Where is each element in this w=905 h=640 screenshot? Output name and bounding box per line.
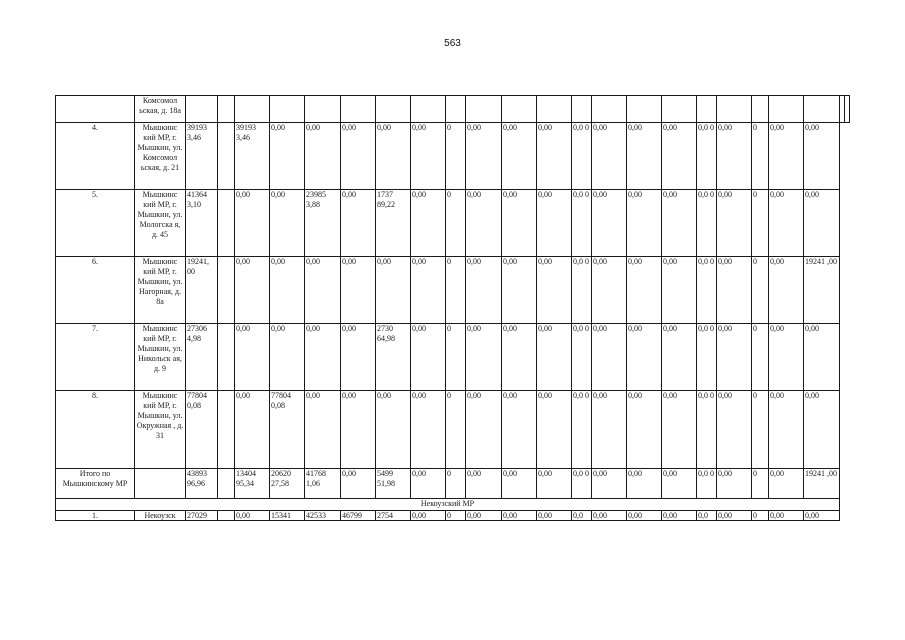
value-cell: 41768 1,06 — [305, 469, 341, 499]
value-cell: 0,0 0 — [572, 469, 592, 499]
value-cell: 0 — [446, 123, 466, 190]
value-cell: 0,00 — [235, 511, 270, 521]
row-number-cell: 6. — [56, 257, 135, 324]
value-cell — [537, 96, 572, 123]
value-cell: 0,00 — [592, 190, 627, 257]
address-cell: Некоузск — [135, 511, 186, 521]
value-cell: 0,00 — [717, 190, 752, 257]
value-cell — [218, 511, 235, 521]
address-cell: Мышкинс кий МР, г. Мышкин, ул. Нагорная, д. 8а — [135, 257, 186, 324]
value-cell: 0,0 0 — [697, 257, 717, 324]
value-cell — [218, 391, 235, 469]
value-cell — [769, 96, 804, 123]
value-cell: 0 — [446, 257, 466, 324]
value-cell: 0,00 — [662, 324, 697, 391]
value-cell: 0,00 — [305, 123, 341, 190]
value-cell: 0,0 — [572, 511, 592, 521]
value-cell — [218, 123, 235, 190]
value-cell: 0,0 0 — [572, 391, 592, 469]
value-cell — [804, 96, 840, 123]
value-cell: 0,00 — [466, 257, 502, 324]
region-title: Некоузский МР — [56, 499, 840, 511]
value-cell: 0,00 — [627, 511, 662, 521]
row-number-cell: 1. — [56, 511, 135, 521]
value-cell — [341, 96, 376, 123]
value-cell: 0,00 — [411, 469, 446, 499]
value-cell: 0,00 — [376, 123, 411, 190]
value-cell: 0,0 0 — [572, 123, 592, 190]
value-cell: 0,00 — [769, 190, 804, 257]
value-cell: 0,00 — [717, 324, 752, 391]
address-cell: Мышкинс кий МР, г. Мышкин, ул. Мологска я, д. 45 — [135, 190, 186, 257]
value-cell: 0,00 — [769, 324, 804, 391]
value-cell: 0,00 — [270, 190, 305, 257]
value-cell: 0,00 — [341, 123, 376, 190]
value-cell: 0,00 — [466, 511, 502, 521]
value-cell: 0,00 — [769, 469, 804, 499]
value-cell: 0,00 — [235, 324, 270, 391]
value-cell: 0,00 — [502, 391, 537, 469]
row-number-cell — [56, 96, 135, 123]
value-cell: 0,00 — [804, 511, 840, 521]
value-cell: 0,00 — [411, 123, 446, 190]
value-cell: 0,00 — [341, 391, 376, 469]
value-cell: 0 — [752, 257, 769, 324]
value-cell: 0,00 — [717, 391, 752, 469]
value-cell: 0,00 — [592, 511, 627, 521]
value-cell — [218, 257, 235, 324]
value-cell — [627, 96, 662, 123]
table-row — [56, 257, 850, 324]
value-cell: 0,0 — [697, 511, 717, 521]
row-number-cell: 4. — [56, 123, 135, 190]
value-cell: 43893 96,96 — [186, 469, 218, 499]
value-cell: 0,00 — [341, 257, 376, 324]
value-cell: 0,00 — [466, 391, 502, 469]
value-cell: 2730 64,98 — [376, 324, 411, 391]
value-cell: 19241, 00 — [186, 257, 218, 324]
value-cell: 1737 89,22 — [376, 190, 411, 257]
value-cell — [446, 96, 466, 123]
value-cell: 0,00 — [769, 123, 804, 190]
value-cell: 0,00 — [769, 391, 804, 469]
value-cell: 0,00 — [502, 190, 537, 257]
value-cell — [270, 96, 305, 123]
value-cell: 77804 0,08 — [270, 391, 305, 469]
value-cell: 0,00 — [537, 511, 572, 521]
value-cell: 0 — [446, 469, 466, 499]
value-cell: 0,00 — [466, 469, 502, 499]
value-cell: 0,00 — [537, 324, 572, 391]
value-cell: 0,00 — [537, 391, 572, 469]
value-cell — [411, 96, 446, 123]
value-cell: 0,00 — [662, 391, 697, 469]
value-cell: 0,0 0 — [572, 324, 592, 391]
value-cell: 0,00 — [341, 469, 376, 499]
value-cell: 0,00 — [270, 324, 305, 391]
value-cell: 0,00 — [537, 123, 572, 190]
value-cell: 13404 95,34 — [235, 469, 270, 499]
value-cell: 0 — [752, 190, 769, 257]
value-cell: 0,00 — [592, 123, 627, 190]
value-cell: 19241 ,00 — [804, 469, 840, 499]
value-cell: 2754 — [376, 511, 411, 521]
value-cell: 0,0 0 — [572, 257, 592, 324]
value-cell: 0,0 0 — [697, 469, 717, 499]
address-cell: Мышкинс кий МР, г. Мышкин, ул. Окружная , д. 31 — [135, 391, 186, 469]
value-cell — [218, 190, 235, 257]
value-cell — [572, 96, 592, 123]
value-cell: 0,00 — [627, 190, 662, 257]
value-cell: 0,00 — [592, 324, 627, 391]
value-cell: 0,00 — [235, 257, 270, 324]
value-cell — [592, 96, 627, 123]
value-cell: 42533 — [305, 511, 341, 521]
value-cell: 0 — [752, 324, 769, 391]
value-cell: 0,00 — [662, 511, 697, 521]
value-cell: 0,00 — [235, 190, 270, 257]
value-cell: 0,00 — [537, 190, 572, 257]
value-cell: 0,00 — [592, 391, 627, 469]
value-cell: 0,00 — [627, 257, 662, 324]
value-cell: 0 — [752, 391, 769, 469]
value-cell: 0,00 — [804, 123, 840, 190]
value-cell: 0,00 — [804, 324, 840, 391]
value-cell: 27306 4,98 — [186, 324, 218, 391]
value-cell: 0,00 — [502, 511, 537, 521]
value-cell: 0,00 — [769, 257, 804, 324]
value-cell: 0,00 — [627, 123, 662, 190]
value-cell: 77804 0,08 — [186, 391, 218, 469]
value-cell: 0,00 — [769, 511, 804, 521]
value-cell: 27029 — [186, 511, 218, 521]
value-cell: 0,00 — [466, 123, 502, 190]
page-number: 563 — [444, 38, 461, 49]
table-row — [56, 324, 850, 391]
value-cell: 0,00 — [305, 324, 341, 391]
table-row — [56, 190, 850, 257]
row-number-cell: 5. — [56, 190, 135, 257]
row-number-cell: 7. — [56, 324, 135, 391]
address-cell: Мышкинс кий МР, г. Мышкин, ул. Никольск ая, д. 9 — [135, 324, 186, 391]
value-cell — [218, 96, 235, 123]
value-cell: 0,00 — [270, 257, 305, 324]
value-cell: 0,00 — [804, 391, 840, 469]
value-cell — [752, 96, 769, 123]
value-cell — [186, 96, 218, 123]
address-cell: Комсомол ьская, д. 18а — [135, 96, 186, 123]
table-row — [56, 123, 850, 190]
value-cell: 0,00 — [592, 469, 627, 499]
value-cell: 0,00 — [411, 391, 446, 469]
value-cell: 0,0 0 — [697, 391, 717, 469]
value-cell: 0,00 — [662, 257, 697, 324]
value-cell: 0,0 0 — [697, 190, 717, 257]
table-row — [56, 511, 850, 521]
value-cell: 0,00 — [804, 190, 840, 257]
value-cell: 5499 51,98 — [376, 469, 411, 499]
value-cell: 0,00 — [717, 257, 752, 324]
value-cell: 0,00 — [376, 257, 411, 324]
value-cell: 39193 3,46 — [186, 123, 218, 190]
value-cell — [218, 324, 235, 391]
value-cell: 0,00 — [305, 257, 341, 324]
value-cell — [502, 96, 537, 123]
value-cell: 0 — [446, 391, 466, 469]
value-cell: 0,00 — [717, 469, 752, 499]
value-cell: 0,00 — [376, 391, 411, 469]
value-cell — [697, 96, 717, 123]
value-cell — [717, 96, 752, 123]
row-number-cell: Итого по Мышкинскому МР — [56, 469, 135, 499]
value-cell: 0 — [752, 123, 769, 190]
value-cell: 15341 — [270, 511, 305, 521]
value-cell: 39193 3,46 — [235, 123, 270, 190]
value-cell: 0,00 — [627, 469, 662, 499]
value-cell: 0,0 0 — [572, 190, 592, 257]
value-cell: 0 — [752, 511, 769, 521]
value-cell: 0,00 — [411, 324, 446, 391]
value-cell: 19241 ,00 — [804, 257, 840, 324]
value-cell: 23985 3,88 — [305, 190, 341, 257]
value-cell: 0,00 — [502, 123, 537, 190]
value-cell — [662, 96, 697, 123]
value-cell — [235, 96, 270, 123]
value-cell — [376, 96, 411, 123]
value-cell — [466, 96, 502, 123]
value-cell — [845, 96, 850, 123]
value-cell: 0,00 — [662, 123, 697, 190]
value-cell: 0 — [446, 324, 466, 391]
value-cell: 0,00 — [627, 391, 662, 469]
value-cell: 0,00 — [270, 123, 305, 190]
region-header-row — [56, 499, 850, 511]
budget-table — [55, 95, 850, 521]
row-number-cell: 8. — [56, 391, 135, 469]
value-cell: 0,00 — [502, 257, 537, 324]
value-cell: 0,00 — [592, 257, 627, 324]
value-cell: 0 — [752, 469, 769, 499]
value-cell: 0 — [446, 511, 466, 521]
table-row — [56, 391, 850, 469]
value-cell: 0,00 — [235, 391, 270, 469]
value-cell: 0,00 — [537, 469, 572, 499]
value-cell: 0,00 — [537, 257, 572, 324]
value-cell: 0,00 — [502, 469, 537, 499]
value-cell: 0,00 — [411, 511, 446, 521]
value-cell: 0,00 — [341, 190, 376, 257]
value-cell — [218, 469, 235, 499]
value-cell — [305, 96, 341, 123]
value-cell: 0,00 — [717, 123, 752, 190]
value-cell: 0,00 — [341, 324, 376, 391]
value-cell: 41364 3,10 — [186, 190, 218, 257]
value-cell: 0,00 — [466, 324, 502, 391]
value-cell: 0,00 — [717, 511, 752, 521]
address-cell: Мышкинс кий МР, г. Мышкин, ул. Комсомол ьская, д. 21 — [135, 123, 186, 190]
value-cell: 0,00 — [466, 190, 502, 257]
value-cell: 0,00 — [411, 257, 446, 324]
value-cell: 0,00 — [662, 469, 697, 499]
value-cell: 0,0 0 — [697, 123, 717, 190]
address-cell — [135, 469, 186, 499]
value-cell: 0,0 0 — [697, 324, 717, 391]
value-cell: 0,00 — [662, 190, 697, 257]
value-cell: 46799 — [341, 511, 376, 521]
value-cell: 0,00 — [305, 391, 341, 469]
table-row — [56, 469, 850, 499]
table-row — [56, 96, 850, 123]
value-cell: 0,00 — [502, 324, 537, 391]
value-cell: 20620 27,58 — [270, 469, 305, 499]
value-cell: 0 — [446, 190, 466, 257]
value-cell: 0,00 — [411, 190, 446, 257]
value-cell: 0,00 — [627, 324, 662, 391]
